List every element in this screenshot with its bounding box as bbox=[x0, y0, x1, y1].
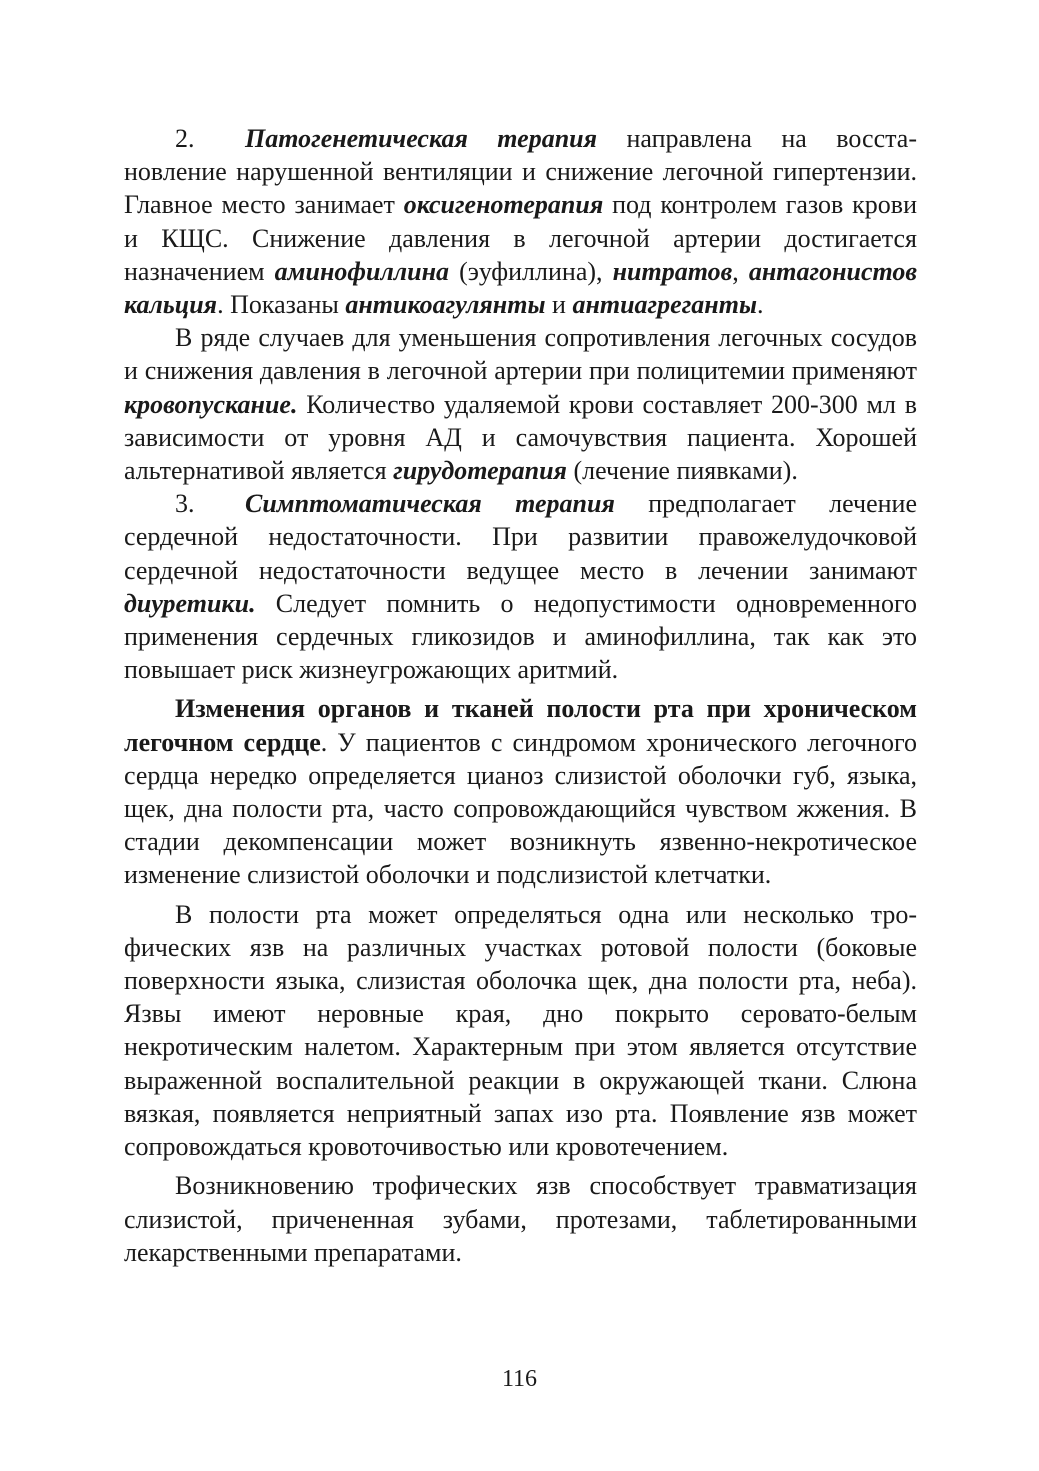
text-run: направлена на восстановление нарушенной вентиляции и снижение легочной гипертензии. Главное место занимает bbox=[124, 124, 917, 220]
emphasized-term: антикоагулянты bbox=[345, 290, 546, 320]
body-text bbox=[124, 122, 917, 1269]
text-run: В ряде случаев для уменьшения сопротивления легочных сосудов и снижения давления в легочной артерии при полицитемии применяют bbox=[124, 323, 917, 386]
emphasized-term: гирудотерапия bbox=[393, 456, 567, 486]
text-run: и bbox=[545, 290, 573, 320]
text-run: под контролем газов крови и КЩС. Снижение давления в легочной артерии достигается назначением bbox=[124, 190, 917, 286]
emphasized-term: Патогенетическая терапия bbox=[245, 124, 598, 153]
emphasized-term: кровопускание. bbox=[124, 389, 298, 419]
text-run: Количество удаляемой крови составляет 200-300 мл в зависимости от уровня АД и самочувствия пациента. Хорошей альтернативой является bbox=[124, 389, 917, 486]
emphasized-term: антагонистов кальция bbox=[124, 256, 918, 320]
text-run: (эуфиллина), bbox=[449, 256, 613, 286]
paragraph bbox=[124, 321, 917, 487]
section-heading: Изменения органов и тканей полости рта при хроническом легочном сердце bbox=[124, 694, 917, 757]
emphasized-term: антиагреганты bbox=[572, 290, 757, 320]
page-number: 116 bbox=[501, 1366, 538, 1392]
paragraph bbox=[124, 692, 917, 891]
emphasized-term: аминофиллина bbox=[274, 256, 450, 286]
paragraph bbox=[124, 122, 917, 321]
paragraph bbox=[124, 898, 917, 1164]
emphasized-term: нитратов bbox=[612, 256, 733, 286]
text-run: предполагает лечение сердечной недостаточности. При развитии правожелудочковой сердечной недостаточности ведущее место в лечении занимают bbox=[124, 489, 917, 585]
text-run: В полости рта может определяться одна или несколько трофических язв на различных участках ротовой полости (боковые поверхности языка, слизистая оболочка щек, дна полости рта, неба). Язвы имеют неровные края, дно покрыто серовато-белым некротическим налетом. Характерным при этом является отсутствие выраженной воспалительной реакции в окружающей ткани. Слюна вязкая, появляется неприятный запах изо рта. Появление язв может сопровождаться кровоточивостью или кровотечением. bbox=[124, 899, 917, 1162]
text-run: Следует помнить о недопустимости одновременного применения сердечных гликозидов и аминофиллина, так как это повышает риск жизнеугрожающих аритмий. bbox=[124, 588, 917, 685]
paragraph bbox=[124, 487, 917, 686]
paragraph bbox=[124, 1169, 917, 1269]
text-run: Возникновению трофических язв способствует травматизация слизистой, причененная зубами, протезами, таблетированными лекарственными препаратами. bbox=[124, 1171, 917, 1267]
text-run: , bbox=[732, 256, 749, 286]
list-number: 3. bbox=[175, 489, 195, 519]
emphasized-term: диуретики. bbox=[124, 588, 256, 618]
emphasized-term: оксигенотерапия bbox=[403, 190, 604, 220]
text-run: . bbox=[757, 290, 764, 320]
text-run: . Показаны bbox=[217, 290, 346, 320]
emphasized-term: Симптоматическая терапия bbox=[245, 489, 615, 519]
text-run: (лечение пиявками). bbox=[566, 456, 798, 486]
text-run: . У пациентов с синдромом хронического легочного сердца нередко определяется цианоз слизистой оболочки губ, языка, щек, дна полости рта, часто сопровождающийся чувством жжения. В стадии декомпенсации может возникнуть язвенно-некротическое изменение слизистой оболочки и подслизистой клетчатки. bbox=[124, 727, 917, 890]
list-number: 2. bbox=[175, 124, 195, 153]
